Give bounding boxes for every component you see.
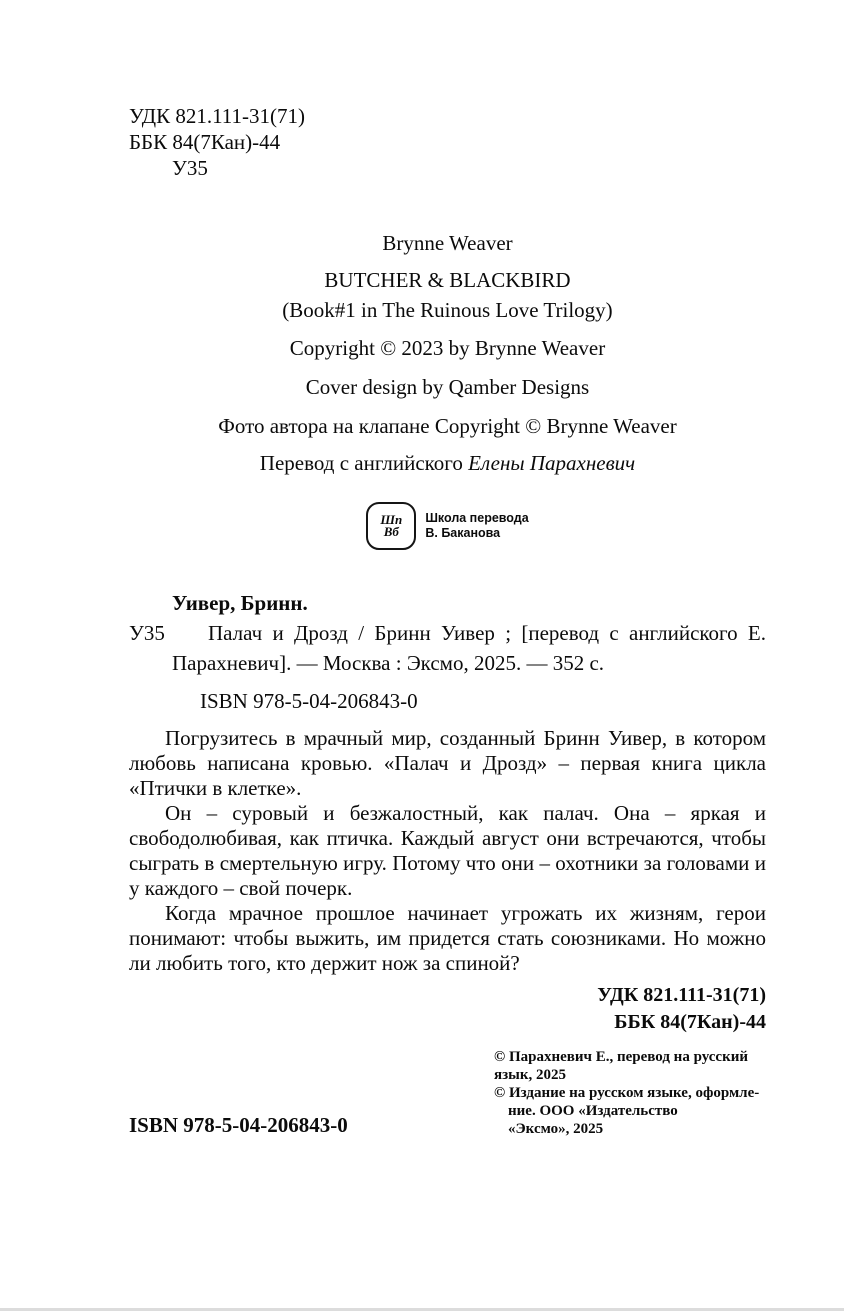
stamp-monogram-bottom: Вб	[383, 524, 399, 539]
original-author: Brynne Weaver	[382, 231, 513, 255]
copyright-block	[494, 1048, 786, 1138]
bottom-section	[129, 1036, 766, 1276]
copyright-line: «Эксмо», 2025	[508, 1121, 604, 1137]
translation-line	[129, 451, 766, 475]
catalog-code: У35	[129, 621, 165, 645]
copyright-line: Copyright © 2023 by Brynne Weaver	[289, 336, 606, 360]
isbn-line: ISBN 978-5-04-206843-0	[200, 689, 418, 713]
copyright-line: © Парахневич Е., перевод на русский	[494, 1049, 748, 1065]
catalog-author-heading: Уивер, Бринн.	[172, 591, 308, 615]
annotation-paragraph: Погрузитесь в мрачный мир, созданный Бринн Уивер, в котором любовь написана кровью. «Палач и Дрозд» – первая книга цикла «Птички в клетке».	[129, 726, 766, 800]
translator-name: Елены Парахневич	[468, 451, 636, 475]
catalog-entry	[129, 618, 766, 678]
bottom-isbn: ISBN 978-5-04-206843-0	[129, 1113, 348, 1137]
series-note: (Book#1 in The Ruinous Love Trilogy)	[282, 298, 613, 322]
school-name	[425, 511, 528, 541]
stamp-monogram-top: Шп	[380, 512, 403, 527]
translation-school-logo	[129, 500, 766, 552]
copyright-line: ние. ООО «Издательство	[508, 1103, 678, 1119]
stamp-monogram	[380, 514, 402, 538]
udk-code-top: УДК 821.111-31(71)	[129, 104, 305, 128]
top-catalog-codes	[129, 103, 766, 181]
page-content	[129, 0, 766, 1276]
bbk-code-bottom: ББК 84(7Кан)-44	[614, 1011, 766, 1033]
original-title: BUTCHER & BLACKBIRD	[324, 268, 571, 292]
annotation	[129, 726, 766, 976]
original-title-block	[129, 231, 766, 475]
catalog-entry-text: Палач и Дрозд / Бринн Уивер ; [перевод с английского Е. Парахневич]. — Москва : Эксмо, 2025. — 352 с.	[172, 621, 766, 675]
udk-code-bottom: УДК 821.111-31(71)	[597, 984, 766, 1006]
school-name-line1: Школа перевода	[425, 511, 529, 525]
annotation-paragraph: Он – суровый и безжалостный, как палач. Она – яркая и свободолюбивая, как птичка. Каждый август они встречаются, чтобы сыграть в смертельную игру. Потому что они – охотники за головами и у каждого – свой почерк.	[129, 801, 766, 900]
school-name-line2: В. Баканова	[425, 526, 501, 540]
copyright-line: © Издание на русском языке, оформле-	[494, 1085, 760, 1101]
bakanov-school-stamp-icon	[366, 502, 416, 550]
copyright-line: язык, 2025	[494, 1067, 566, 1083]
bbk-code-top: ББК 84(7Кан)-44	[129, 130, 281, 154]
catalog-card	[129, 588, 766, 716]
cover-design-line: Cover design by Qamber Designs	[305, 375, 590, 399]
photo-credit-line: Фото автора на клапане Copyright © Brynne Weaver	[218, 414, 677, 438]
author-sign-top: У35	[172, 156, 208, 180]
annotation-paragraph: Когда мрачное прошлое начинает угрожать их жизням, герои понимают: чтобы выжить, им придется стать союзниками. Но можно ли любить того, кто держит нож за спиной?	[129, 901, 766, 975]
bottom-catalog-codes	[129, 982, 766, 1036]
translation-prefix: Перевод с английского	[259, 451, 469, 475]
